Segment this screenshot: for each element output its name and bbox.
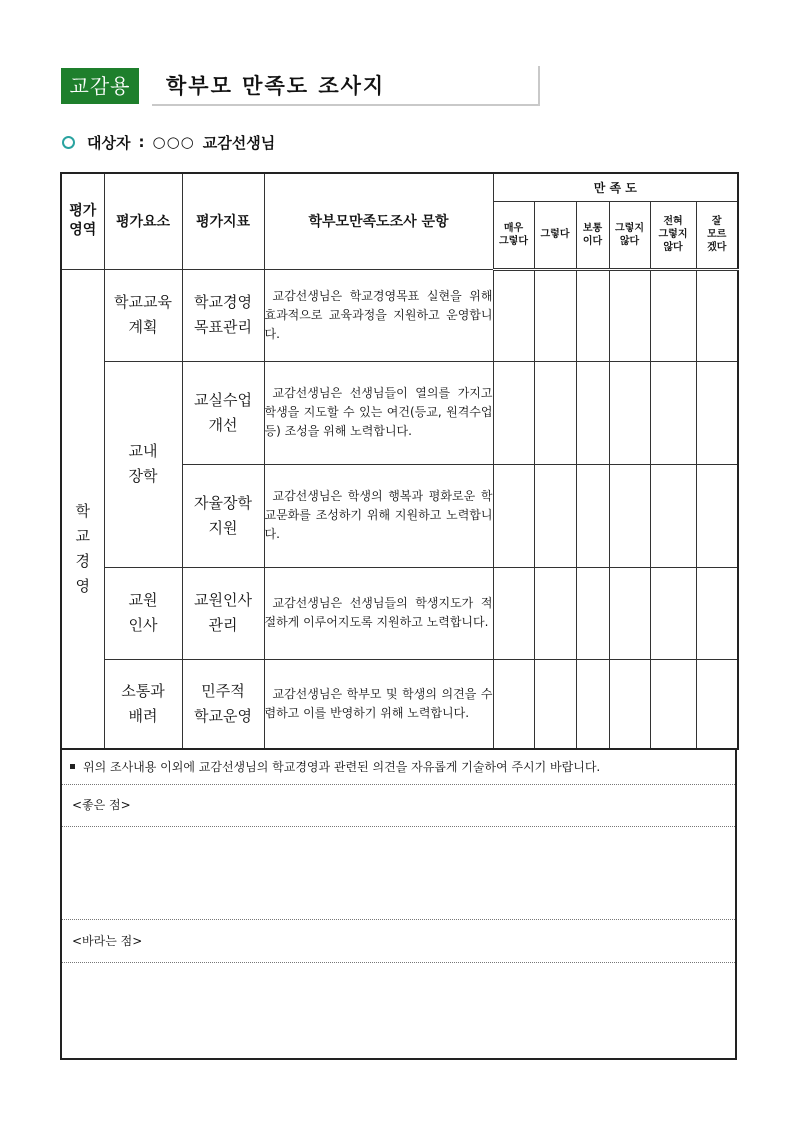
rating-cell[interactable]	[650, 464, 696, 567]
rating-cell[interactable]	[650, 659, 696, 749]
table-row	[61, 269, 738, 361]
survey-type-badge: 교감용	[61, 68, 139, 104]
rating-cell[interactable]	[609, 361, 650, 464]
rating-cell[interactable]	[696, 567, 738, 659]
wish-points-field[interactable]	[62, 962, 735, 1056]
table-row	[61, 567, 738, 659]
wish-points-label: <바라는 점>	[62, 920, 735, 963]
indicator-cell: 교원인사 관리	[182, 567, 264, 659]
indicator-cell: 학교경영 목표관리	[182, 269, 264, 361]
header-satisfaction: 만 족 도	[493, 173, 738, 201]
scale-agree: 그렇다	[534, 201, 576, 269]
rating-cell[interactable]	[493, 567, 534, 659]
element-cell: 소통과 배려	[104, 659, 182, 749]
opinion-box	[60, 750, 737, 1060]
target-line	[62, 130, 275, 154]
element-cell: 학교교육 계획	[104, 269, 182, 361]
rating-cell[interactable]	[609, 464, 650, 567]
survey-table	[60, 172, 739, 750]
indicator-cell: 민주적 학교운영	[182, 659, 264, 749]
header-indicator: 평가지표	[182, 173, 264, 269]
question-cell: 교감선생님은 학생의 행복과 평화로운 학교문화를 조성하기 위해 지원하고 노력합니다.	[264, 464, 493, 567]
rating-cell[interactable]	[576, 269, 609, 361]
page-title: 학부모 만족도 조사지	[166, 74, 386, 98]
rating-cell[interactable]	[534, 361, 576, 464]
scale-neutral: 보통 이다	[576, 201, 609, 269]
indicator-cell: 교실수업 개선	[182, 361, 264, 464]
question-cell: 교감선생님은 선생님들이 열의를 가지고 학생을 지도할 수 있는 여건(등교, 원격수업 등) 조성을 위해 노력합니다.	[264, 361, 493, 464]
good-points-field[interactable]	[62, 826, 735, 920]
scale-dont-know: 잘 모르 겠다	[696, 201, 738, 269]
header-element: 평가요소	[104, 173, 182, 269]
rating-cell[interactable]	[576, 659, 609, 749]
rating-cell[interactable]	[696, 659, 738, 749]
rating-cell[interactable]	[576, 567, 609, 659]
target-role: 교감선생님	[202, 133, 276, 152]
rating-cell[interactable]	[609, 659, 650, 749]
rating-cell[interactable]	[493, 659, 534, 749]
rating-cell[interactable]	[534, 659, 576, 749]
scale-disagree: 그렇지 않다	[609, 201, 650, 269]
good-points-label: <좋은 점>	[62, 784, 735, 827]
opinion-instruction: 위의 조사내용 이외에 교감선생님의 학교경영과 관련된 의견을 자유롭게 기술하여 주시기 바랍니다.	[62, 750, 735, 785]
rating-cell[interactable]	[576, 361, 609, 464]
header-area: 평가 영역	[61, 173, 104, 269]
rating-cell[interactable]	[609, 269, 650, 361]
rating-cell[interactable]	[493, 464, 534, 567]
question-cell: 교감선생님은 학부모 및 학생의 의견을 수렴하고 이를 반영하기 위해 노력합니다.	[264, 659, 493, 749]
table-row	[61, 361, 738, 464]
rating-cell[interactable]	[576, 464, 609, 567]
header-question: 학부모만족도조사 문항	[264, 173, 493, 269]
scale-very-agree: 매우 그렇다	[493, 201, 534, 269]
rating-cell[interactable]	[534, 567, 576, 659]
rating-cell[interactable]	[696, 464, 738, 567]
square-bullet-icon	[70, 764, 75, 769]
rating-cell[interactable]	[534, 269, 576, 361]
rating-cell[interactable]	[493, 269, 534, 361]
target-colon: :	[138, 133, 145, 151]
circle-bullet-icon	[62, 136, 75, 149]
question-cell: 교감선생님은 학교경영목표 실현을 위해 효과적으로 교육과정을 지원하고 운영합니다.	[264, 269, 493, 361]
rating-cell[interactable]	[650, 361, 696, 464]
element-cell: 교원 인사	[104, 567, 182, 659]
table-row	[61, 659, 738, 749]
rating-cell[interactable]	[609, 567, 650, 659]
scale-strongly-disagree: 전혀 그렇지 않다	[650, 201, 696, 269]
rating-cell[interactable]	[650, 269, 696, 361]
rating-cell[interactable]	[493, 361, 534, 464]
target-label: 대상자	[87, 133, 131, 152]
rating-cell[interactable]	[696, 269, 738, 361]
rating-cell[interactable]	[696, 361, 738, 464]
question-cell: 교감선생님은 선생님들의 학생지도가 적절하게 이루어지도록 지원하고 노력합니다.	[264, 567, 493, 659]
rating-cell[interactable]	[650, 567, 696, 659]
area-cell: 학 교 경 영	[61, 269, 104, 749]
rating-cell[interactable]	[534, 464, 576, 567]
target-name-mask: ○○○	[152, 133, 195, 151]
element-cell: 교내 장학	[104, 361, 182, 567]
indicator-cell: 자율장학 지원	[182, 464, 264, 567]
